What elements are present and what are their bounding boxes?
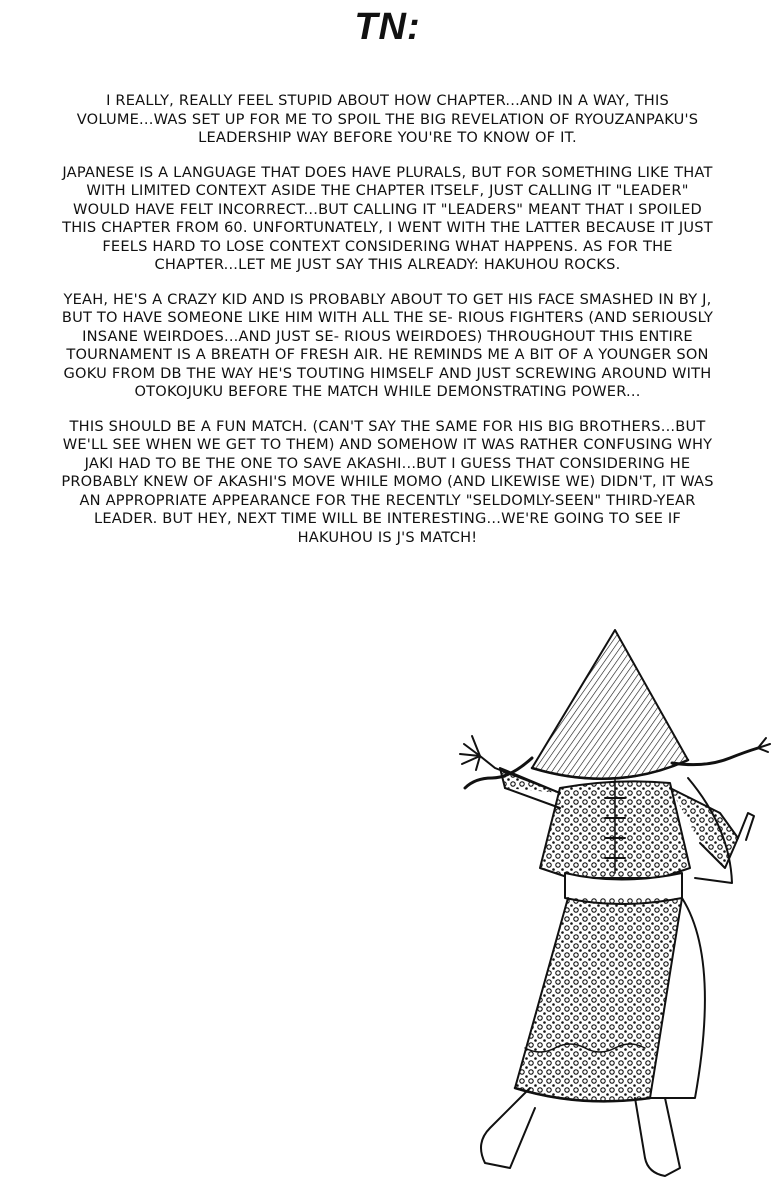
note-paragraph-4: THIS SHOULD BE A FUN MATCH. (CAN'T SAY THE SAME FOR HIS BIG BROTHERS...BUT WE'LL SEE WHEN WE GET TO THEM) AND SOMEHOW IT WAS RATHER CONFUSING WHY JAKI HAD TO BE THE ONE TO SAVE AKASHI...BUT I GUESS THAT CONSIDERING HE PROBABLY KNEW OF AKASHI'S MOVE WHILE MOMO (AND LIKEWISE WE) DIDN'T, IT WAS AN APPROPRIATE APPEARANCE FOR THE RECENTLY "SELDOMLY-SEEN" THIRD-YEAR LEADER. BUT HEY, NEXT TIME WILL BE INTERESTING...WE'RE GOING TO SEE IF HAKUHOU IS J'S MATCH! xyxy=(61,417,714,546)
translator-notes xyxy=(60,92,715,563)
note-paragraph-1: I REALLY, REALLY FEEL STUPID ABOUT HOW CHAPTER...AND IN A WAY, THIS VOLUME...WAS SET UP FOR ME TO SPOIL THE BIG REVELATION OF RYOUZANPAKU'S LEADERSHIP WAY BEFORE YOU'RE TO KNOW OF IT. xyxy=(76,92,699,146)
note-paragraph-3: YEAH, HE'S A CRAZY KID AND IS PROBABLY ABOUT TO GET HIS FACE SMASHED IN BY J, BUT TO HAVE SOMEONE LIKE HIM WITH ALL THE SE- RIOUS FIGHTERS (AND SERIOUSLY INSANE WEIRDOES...AND JUST SE- RIOUS WEIRDOES) THROUGHOUT THIS ENTIRE TOURNAMENT IS A BREATH OF FRESH AIR. HE REMINDS ME A BIT OF A YOUNGER SON GOKU FROM DB THE WAY HE'S TOUTING HIMSELF AND JUST SCREWING AROUND WITH OTOKOJUKU BEFORE THE MATCH WHILE DEMONSTRATING POWER... xyxy=(61,290,714,400)
hakuhou-character-illustration-icon xyxy=(420,628,772,1183)
page-title: TN: xyxy=(354,6,421,48)
note-paragraph-2: JAPANESE IS A LANGUAGE THAT DOES HAVE PLURALS, BUT FOR SOMETHING LIKE THAT WITH LIMITED CONTEXT ASIDE THE CHAPTER ITSELF, JUST CALLING IT "LEADER" WOULD HAVE FELT INCORRECT...BUT CALLING IT "LEADERS" MEANT THAT I SPOILED THIS CHAPTER FROM 60. UNFORTUNATELY, I WENT WITH THE LATTER BECAUSE IT JUST FEELS HARD TO LOSE CONTEXT CONSIDERING WHAT HAPPENS. AS FOR THE CHAPTER...LET ME JUST SAY THIS ALREADY: HAKUHOU ROCKS. xyxy=(62,163,713,273)
